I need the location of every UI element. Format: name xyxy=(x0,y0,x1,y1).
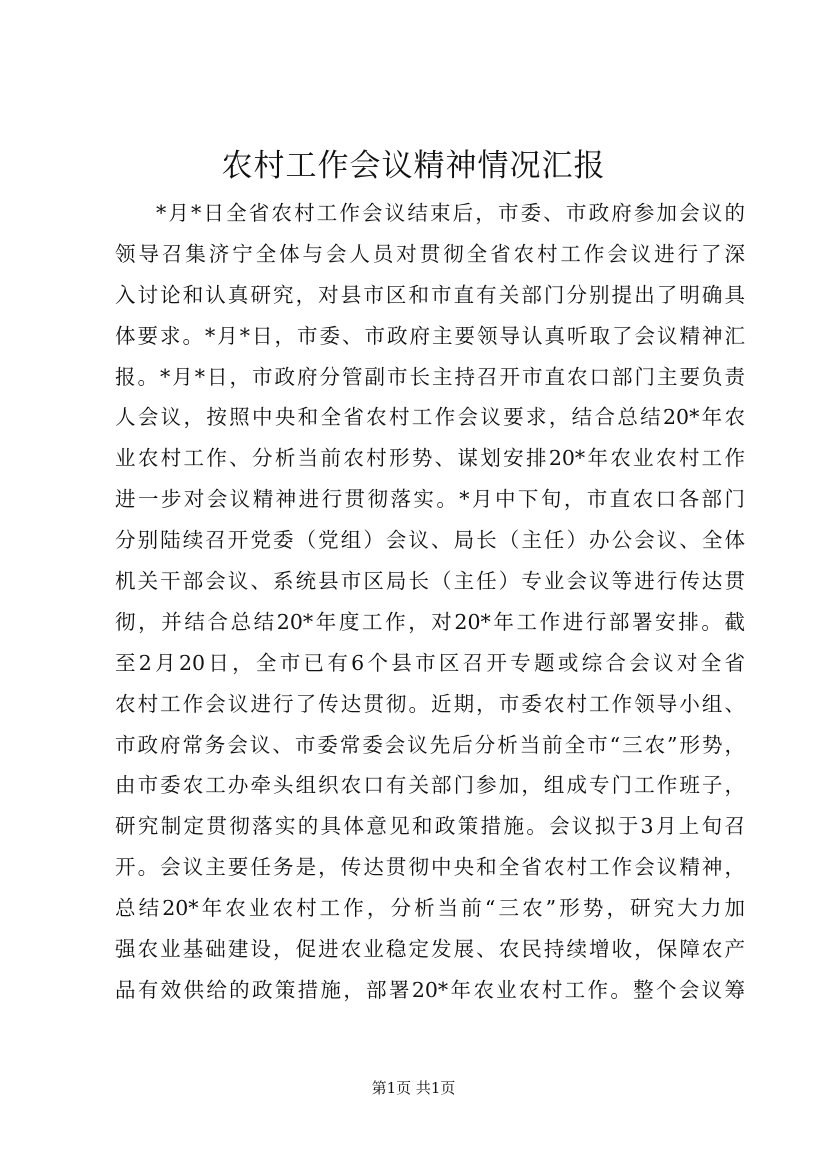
body-line: 市政府常务会议、市委常委会议先后分析当前全市“三农”形势， xyxy=(115,732,745,757)
body-line: *月*日全省农村工作会议结束后，市委、市政府参加会议的 xyxy=(156,201,745,225)
body-line: 强农业基础建设，促进农业稳定发展、农民持续增收，保障农产 xyxy=(115,937,745,962)
body-line: 业农村工作、分析当前农村形势、谋划安排20*年农业农村工作 xyxy=(115,446,745,471)
document-title: 农村工作会议精神情况汇报 xyxy=(221,148,606,184)
body-line: 报。*月*日，市政府分管副市长主持召开市直农口部门主要负责 xyxy=(115,364,745,389)
body-line: 彻，并结合总结20*年度工作，对20*年工作进行部署安排。截 xyxy=(115,609,745,634)
body-line: 总结20*年农业农村工作，分析当前“三农”形势，研究大力加 xyxy=(115,896,745,921)
body-line: 开。会议主要任务是，传达贯彻中央和全省农村工作会议精神， xyxy=(115,855,745,880)
body-line: 品有效供给的政策措施，部署20*年农业农村工作。整个会议筹 xyxy=(115,977,745,1002)
body-line: 机关干部会议、系统县市区局长（主任）专业会议等进行传达贯 xyxy=(115,569,745,594)
page-footer: 第1页 共1页 xyxy=(371,1079,456,1097)
body-line: 农村工作会议进行了传达贯彻。近期，市委农村工作领导小组、 xyxy=(115,691,745,716)
body-line: 至2月20日，全市已有6个县市区召开专题或综合会议对全省 xyxy=(115,650,745,675)
document-body xyxy=(115,193,745,1011)
body-line: 体要求。*月*日，市委、市政府主要领导认真听取了会议精神汇 xyxy=(115,323,745,348)
body-line: 领导召集济宁全体与会人员对贯彻全省农村工作会议进行了深 xyxy=(115,241,745,266)
body-line: 人会议，按照中央和全省农村工作会议要求，结合总结20*年农 xyxy=(115,405,745,430)
body-line: 入讨论和认真研究，对县市区和市直有关部门分别提出了明确具 xyxy=(115,282,745,307)
body-line: 进一步对会议精神进行贯彻落实。*月中下旬，市直农口各部门 xyxy=(115,487,745,512)
body-line: 分别陆续召开党委（党组）会议、局长（主任）办公会议、全体 xyxy=(115,528,745,553)
body-line: 研究制定贯彻落实的具体意见和政策措施。会议拟于3月上旬召 xyxy=(115,814,745,839)
body-line: 由市委农工办牵头组织农口有关部门参加，组成专门工作班子， xyxy=(115,773,745,798)
